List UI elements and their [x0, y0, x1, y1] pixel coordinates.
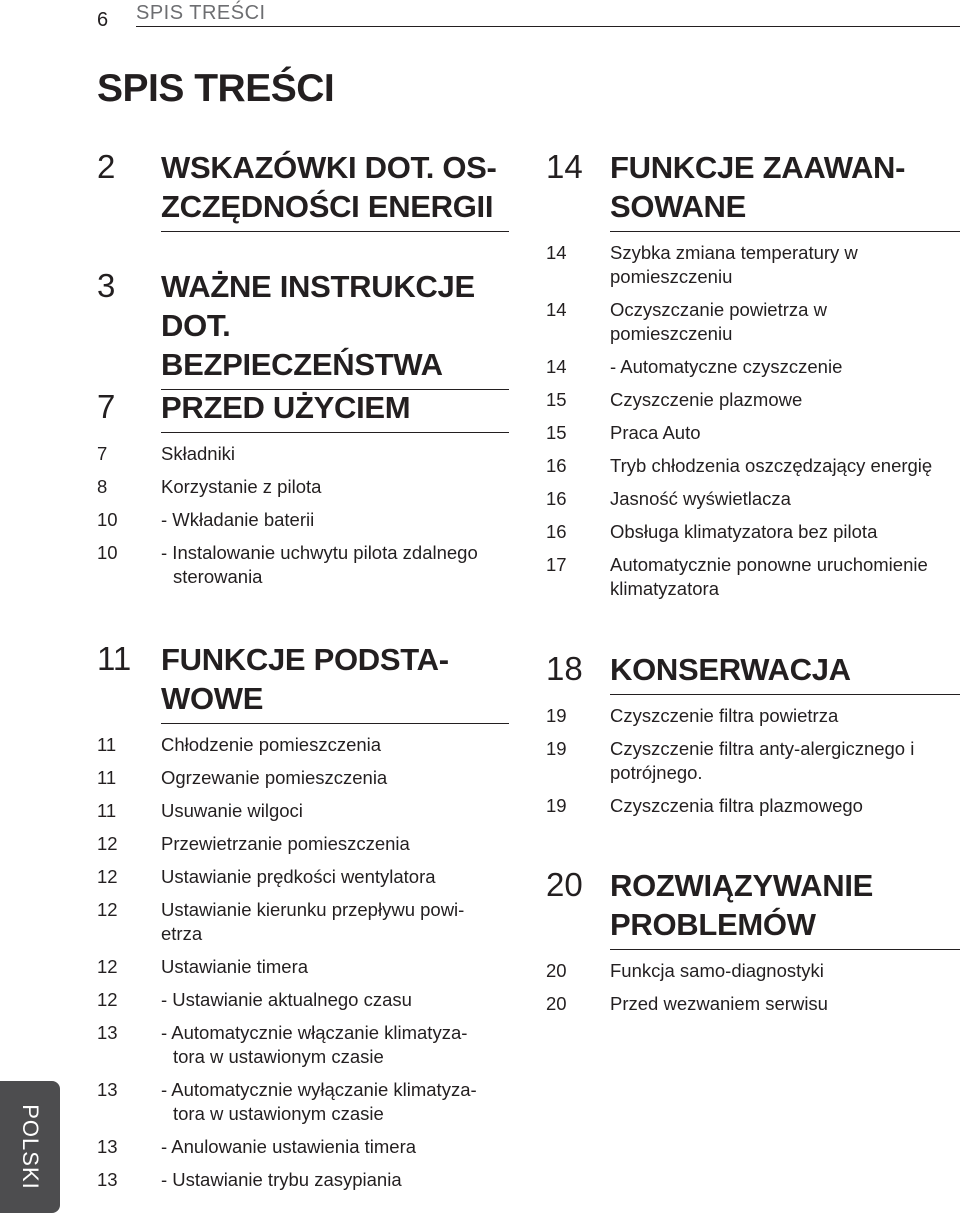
section-page-number: 20 [546, 866, 583, 903]
section-rule [610, 949, 960, 951]
section-page-number: 14 [546, 148, 583, 185]
entry-page-number: 16 [546, 488, 567, 509]
section-rule [610, 694, 960, 696]
entry-title: - Wkładanie baterii [161, 509, 315, 530]
section-title: WAŻNE INSTRUKCJE DOT. BEZPIECZEŃSTWA [161, 269, 475, 382]
section-rule [161, 723, 509, 725]
entry-page-number: 10 [97, 542, 118, 563]
toc-entry[interactable] [97, 898, 509, 946]
entry-title: - Automatycznie wyłączanie klimatyza- tora w ustawionym czasie [161, 1079, 477, 1124]
entry-page-number: 19 [546, 795, 567, 816]
section-heading [546, 148, 960, 232]
entry-title: Szybka zmiana temperatury w pomieszczeniu [610, 242, 858, 287]
toc-entry[interactable] [546, 241, 960, 289]
toc-entry[interactable] [97, 733, 509, 757]
entry-title: Ustawianie kierunku przepływu powi- etrza [161, 899, 465, 944]
entry-title: Ogrzewanie pomieszczenia [161, 767, 388, 788]
entry-title: Jasność wyświetlacza [610, 488, 791, 509]
header-rule [136, 26, 960, 27]
entry-page-number: 15 [546, 422, 567, 443]
toc-entry[interactable] [546, 794, 960, 818]
entry-page-number: 19 [546, 738, 567, 759]
toc-entry[interactable] [546, 355, 960, 379]
section-page-number: 7 [97, 388, 116, 425]
entry-page-number: 14 [546, 356, 567, 377]
section-page-number: 18 [546, 650, 583, 687]
section-heading [546, 866, 960, 950]
toc-entry[interactable] [546, 454, 960, 478]
entry-title: Chłodzenie pomieszczenia [161, 734, 382, 755]
section-title: FUNKCJE PODSTA- WOWE [161, 642, 449, 716]
toc-entry[interactable] [546, 388, 960, 412]
toc-section [97, 148, 509, 232]
page-number: 6 [97, 9, 109, 31]
toc-section [97, 388, 509, 589]
entry-page-number: 10 [97, 509, 118, 530]
entry-page-number: 13 [97, 1136, 118, 1157]
toc-entry[interactable] [546, 298, 960, 346]
entry-title: Oczyszczanie powietrza w pomieszczeniu [610, 299, 827, 344]
toc-entry[interactable] [97, 508, 509, 532]
section-heading [97, 267, 509, 390]
toc-entry[interactable] [546, 487, 960, 511]
entry-page-number: 11 [97, 734, 117, 755]
entry-title: Czyszczenie filtra powietrza [610, 705, 839, 726]
entry-title: - Instalowanie uchwytu pilota zdalnego sterowania [161, 542, 478, 587]
entry-page-number: 11 [97, 767, 117, 788]
toc-section [546, 650, 960, 818]
entry-page-number: 12 [97, 833, 118, 854]
entry-page-number: 8 [97, 476, 108, 497]
toc-entry[interactable] [97, 1078, 509, 1126]
toc-entry[interactable] [97, 955, 509, 979]
toc-entry[interactable] [546, 421, 960, 445]
entry-title: Przed wezwaniem serwisu [610, 993, 828, 1014]
toc-entry[interactable] [546, 520, 960, 544]
toc-section [546, 148, 960, 601]
entry-list [97, 733, 509, 1192]
language-tab-label: POLSKI [18, 1104, 43, 1190]
section-heading [97, 388, 509, 433]
entry-page-number: 17 [546, 554, 567, 575]
toc-section [97, 640, 509, 1192]
toc-entry[interactable] [97, 988, 509, 1012]
toc-entry[interactable] [97, 799, 509, 823]
toc-entry[interactable] [546, 959, 960, 983]
entry-title: Czyszczenie plazmowe [610, 389, 803, 410]
entry-page-number: 12 [97, 989, 118, 1010]
entry-title: - Ustawianie aktualnego czasu [161, 989, 412, 1010]
toc-section [97, 267, 509, 390]
entry-title: Ustawianie timera [161, 956, 309, 977]
entry-page-number: 13 [97, 1169, 118, 1190]
section-page-number: 11 [97, 640, 132, 677]
toc-entry[interactable] [97, 475, 509, 499]
section-title: KONSERWACJA [610, 652, 851, 687]
section-heading [97, 148, 509, 232]
entry-title: Czyszczenie filtra anty-alergicznego i potrójnego. [610, 738, 915, 783]
entry-page-number: 15 [546, 389, 567, 410]
toc-section [546, 866, 960, 1016]
entry-list [546, 241, 960, 601]
entry-page-number: 16 [546, 455, 567, 476]
section-title: FUNKCJE ZAAWAN- SOWANE [610, 150, 906, 224]
section-title: WSKAZÓWKI DOT. OS- ZCZĘDNOŚCI ENERGII [161, 150, 497, 224]
language-tab [0, 1081, 60, 1213]
entry-title: Przewietrzanie pomieszczenia [161, 833, 410, 854]
entry-page-number: 16 [546, 521, 567, 542]
toc-entry[interactable] [546, 553, 960, 601]
section-title: PRZED UŻYCIEM [161, 390, 411, 425]
entry-page-number: 19 [546, 705, 567, 726]
toc-entry[interactable] [546, 737, 960, 785]
section-rule [610, 231, 960, 233]
section-rule [161, 231, 509, 233]
entry-list [97, 442, 509, 589]
entry-page-number: 20 [546, 993, 567, 1014]
toc-entry[interactable] [97, 766, 509, 790]
entry-title: Usuwanie wilgoci [161, 800, 303, 821]
entry-title: Składniki [161, 443, 236, 464]
entry-page-number: 13 [97, 1022, 118, 1043]
entry-page-number: 13 [97, 1079, 118, 1100]
entry-title: Korzystanie z pilota [161, 476, 322, 497]
entry-page-number: 12 [97, 866, 118, 887]
entry-title: Praca Auto [610, 422, 701, 443]
toc-entry[interactable] [97, 832, 509, 856]
section-title: ROZWIĄZYWANIE PROBLEMÓW [610, 868, 874, 942]
entry-title: Automatycznie ponowne uruchomienie klimatyzatora [610, 554, 928, 599]
toc-entry[interactable] [546, 992, 960, 1016]
entry-title: Obsługa klimatyzatora bez pilota [610, 521, 878, 542]
entry-page-number: 7 [97, 443, 108, 464]
running-title: SPIS TREŚCI [136, 2, 266, 24]
toc-entry[interactable] [546, 704, 960, 728]
section-page-number: 2 [97, 148, 116, 185]
page-title: SPIS TREŚCI [97, 67, 335, 110]
page-header [0, 0, 960, 40]
entry-title: - Ustawianie trybu zasypiania [161, 1169, 402, 1190]
entry-page-number: 12 [97, 899, 118, 920]
toc-entry[interactable] [97, 865, 509, 889]
entry-page-number: 20 [546, 960, 567, 981]
entry-page-number: 11 [97, 800, 117, 821]
entry-title: Funkcja samo-diagnostyki [610, 960, 824, 981]
entry-title: - Anulowanie ustawienia timera [161, 1136, 417, 1157]
section-rule [161, 432, 509, 434]
entry-title: Tryb chłodzenia oszczędzający energię [610, 455, 933, 476]
entry-title: Ustawianie prędkości wentylatora [161, 866, 436, 887]
toc-entry[interactable] [97, 541, 509, 589]
toc-entry[interactable] [97, 1135, 509, 1159]
section-page-number: 3 [97, 267, 116, 304]
section-heading [546, 650, 960, 695]
section-heading [97, 640, 509, 724]
entry-list [546, 959, 960, 1016]
entry-page-number: 12 [97, 956, 118, 977]
toc-entry[interactable] [97, 442, 509, 466]
entry-title: Czyszczenia filtra plazmowego [610, 795, 863, 816]
entry-title: - Automatycznie włączanie klimatyza- tora w ustawionym czasie [161, 1022, 468, 1067]
entry-list [546, 704, 960, 818]
entry-page-number: 14 [546, 299, 567, 320]
entry-title: - Automatyczne czyszczenie [610, 356, 843, 377]
toc-entry[interactable] [97, 1021, 509, 1069]
entry-page-number: 14 [546, 242, 567, 263]
toc-entry[interactable] [97, 1168, 509, 1192]
